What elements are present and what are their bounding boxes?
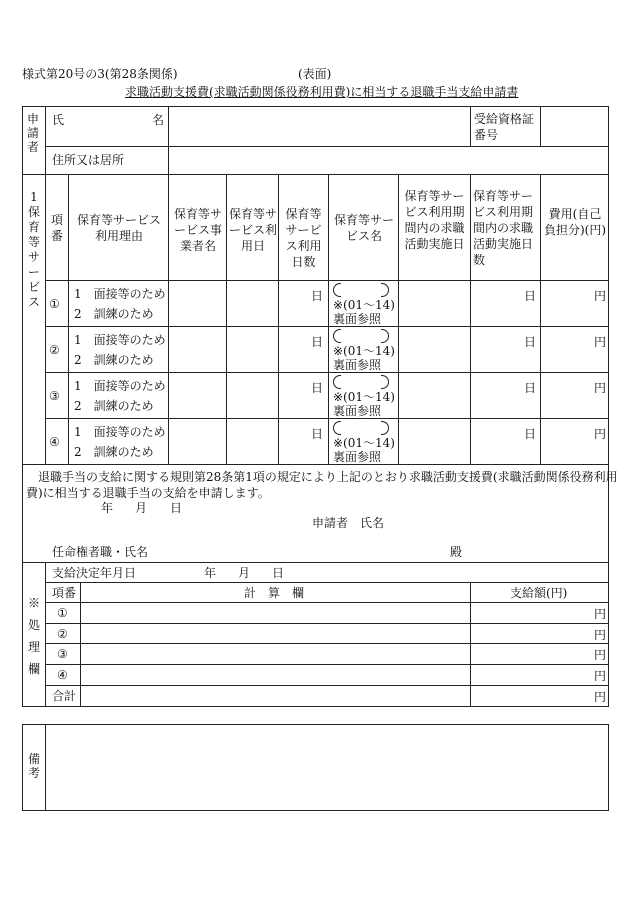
row-number: ①: [49, 297, 60, 311]
proc-total-label: 合計: [52, 689, 77, 703]
authority-honorific: 殿: [450, 545, 463, 559]
address-field[interactable]: [169, 147, 608, 173]
proc-row-unit: 円: [594, 669, 607, 683]
name-label-2: 名: [152, 113, 165, 127]
col-reason: 保育等サービス利用理由: [76, 213, 161, 243]
col-item-number: 項番: [50, 213, 63, 243]
reason-option-training[interactable]: 2 訓練のため: [74, 353, 154, 367]
reason-option-training[interactable]: 2 訓練のため: [74, 307, 154, 321]
service-code-parens[interactable]: [333, 329, 389, 343]
proc-row-number: ④: [57, 668, 68, 682]
cost-unit: 円: [594, 335, 607, 349]
service-code-note: ※(01〜14): [333, 344, 395, 358]
service-code-ref: 裏面参照: [333, 358, 382, 372]
decision-day-label: 日: [272, 566, 285, 580]
proc-col-amount: 支給額(円): [510, 586, 568, 600]
remarks-label: 備考: [27, 752, 40, 780]
activity-days-unit: 日: [524, 289, 537, 303]
use-date-field[interactable]: [227, 281, 278, 325]
provider-field[interactable]: [169, 419, 226, 463]
provider-field[interactable]: [169, 373, 226, 417]
activity-date-field[interactable]: [399, 373, 470, 417]
use-days-unit: 日: [311, 381, 324, 395]
use-days-unit: 日: [311, 335, 324, 349]
declaration-line-1: 退職手当の支給に関する規則第28条第1項の規定により上記のとおり求職活動支援費(求職活動関係役務利用: [38, 470, 618, 484]
reason-option-training[interactable]: 2 訓練のため: [74, 399, 154, 413]
service-code-note: ※(01〜14): [333, 436, 395, 450]
applicant-signature-field[interactable]: [390, 514, 600, 532]
service-code-note: ※(01〜14): [333, 390, 395, 404]
applicant-signature-label: 申請者 氏名: [312, 516, 385, 530]
processing-section-label: ※処理欄: [27, 596, 40, 676]
proc-row-number: ②: [57, 627, 68, 641]
cost-unit: 円: [594, 427, 607, 441]
proc-total-unit: 円: [594, 690, 607, 704]
address-label: 住所又は居所: [52, 153, 125, 167]
row-number: ④: [49, 435, 60, 449]
col-service-name: 保育等サービス名: [333, 213, 394, 243]
use-date-field[interactable]: [227, 327, 278, 371]
activity-date-field[interactable]: [399, 327, 470, 371]
reason-option-training[interactable]: 2 訓練のため: [74, 445, 154, 459]
applicant-section-label: 申請者: [26, 112, 39, 154]
service-code-parens[interactable]: [333, 375, 389, 389]
decision-month-label: 月: [238, 566, 251, 580]
proc-row-number: ③: [57, 647, 68, 661]
activity-date-field[interactable]: [399, 419, 470, 463]
activity-days-unit: 日: [524, 335, 537, 349]
row-number: ②: [49, 343, 60, 357]
activity-date-field[interactable]: [399, 281, 470, 325]
name-label-1: 氏: [52, 113, 65, 127]
use-days-unit: 日: [311, 289, 324, 303]
use-date-field[interactable]: [227, 419, 278, 463]
proc-row-unit: 円: [594, 648, 607, 662]
decision-year-label: 年: [204, 566, 217, 580]
reason-option-interview[interactable]: 1 面接等のため: [74, 333, 166, 347]
provider-field[interactable]: [169, 327, 226, 371]
qualification-number-field[interactable]: [541, 107, 608, 145]
provider-field[interactable]: [169, 281, 226, 325]
col-use-days: 保育等サービス利用日数: [285, 207, 322, 269]
date-year-label: 年: [101, 501, 114, 515]
activity-days-unit: 日: [524, 381, 537, 395]
service-code-note: ※(01〜14): [333, 298, 395, 312]
reason-option-interview[interactable]: 1 面接等のため: [74, 379, 166, 393]
reason-option-interview[interactable]: 1 面接等のため: [74, 425, 166, 439]
service-code-parens[interactable]: [333, 283, 389, 297]
use-days-unit: 日: [311, 427, 324, 441]
col-activity-date: 保育等サービス利用期間内の求職活動実施日: [404, 189, 465, 251]
services-section-label: 1保育等サービス: [27, 190, 40, 309]
use-date-field[interactable]: [227, 373, 278, 417]
cost-unit: 円: [594, 381, 607, 395]
col-use-date: 保育等サービス利用日: [229, 207, 278, 253]
col-cost: 費用(自己負担分)(円): [543, 207, 607, 237]
proc-row-unit: 円: [594, 628, 607, 642]
col-activity-days: 保育等サービス利用期間内の求職活動実施日数: [473, 189, 534, 267]
service-code-parens[interactable]: [333, 421, 389, 435]
proc-col-item: 項番: [52, 586, 77, 600]
date-month-label: 月: [135, 501, 148, 515]
applicant-name-field[interactable]: [169, 107, 469, 145]
activity-days-unit: 日: [524, 427, 537, 441]
service-code-ref: 裏面参照: [333, 404, 382, 418]
proc-row-number: ①: [57, 606, 68, 620]
proc-row-unit: 円: [594, 607, 607, 621]
row-number: ③: [49, 389, 60, 403]
col-provider: 保育等サービス事業者名: [173, 207, 222, 253]
qualification-number-label: 受給資格証番号: [474, 112, 535, 142]
proc-col-calc: 計 算 欄: [244, 586, 305, 600]
form-number: 様式第20号の3(第28条関係): [22, 67, 178, 81]
service-code-ref: 裏面参照: [333, 312, 382, 326]
cost-unit: 円: [594, 289, 607, 303]
reason-option-interview[interactable]: 1 面接等のため: [74, 287, 166, 301]
decision-date-label: 支給決定年月日: [52, 566, 137, 580]
remarks-field[interactable]: [46, 725, 608, 810]
date-day-label: 日: [170, 501, 183, 515]
form-side: (表面): [298, 67, 332, 81]
form-title: 求職活動支援費(求職活動関係役務利用費)に相当する退職手当支給申請書: [125, 85, 519, 99]
service-code-ref: 裏面参照: [333, 450, 382, 464]
declaration-line-2: 費)に相当する退職手当の支給を申請します。: [26, 486, 270, 500]
authority-label: 任命権者職・氏名: [52, 545, 149, 559]
